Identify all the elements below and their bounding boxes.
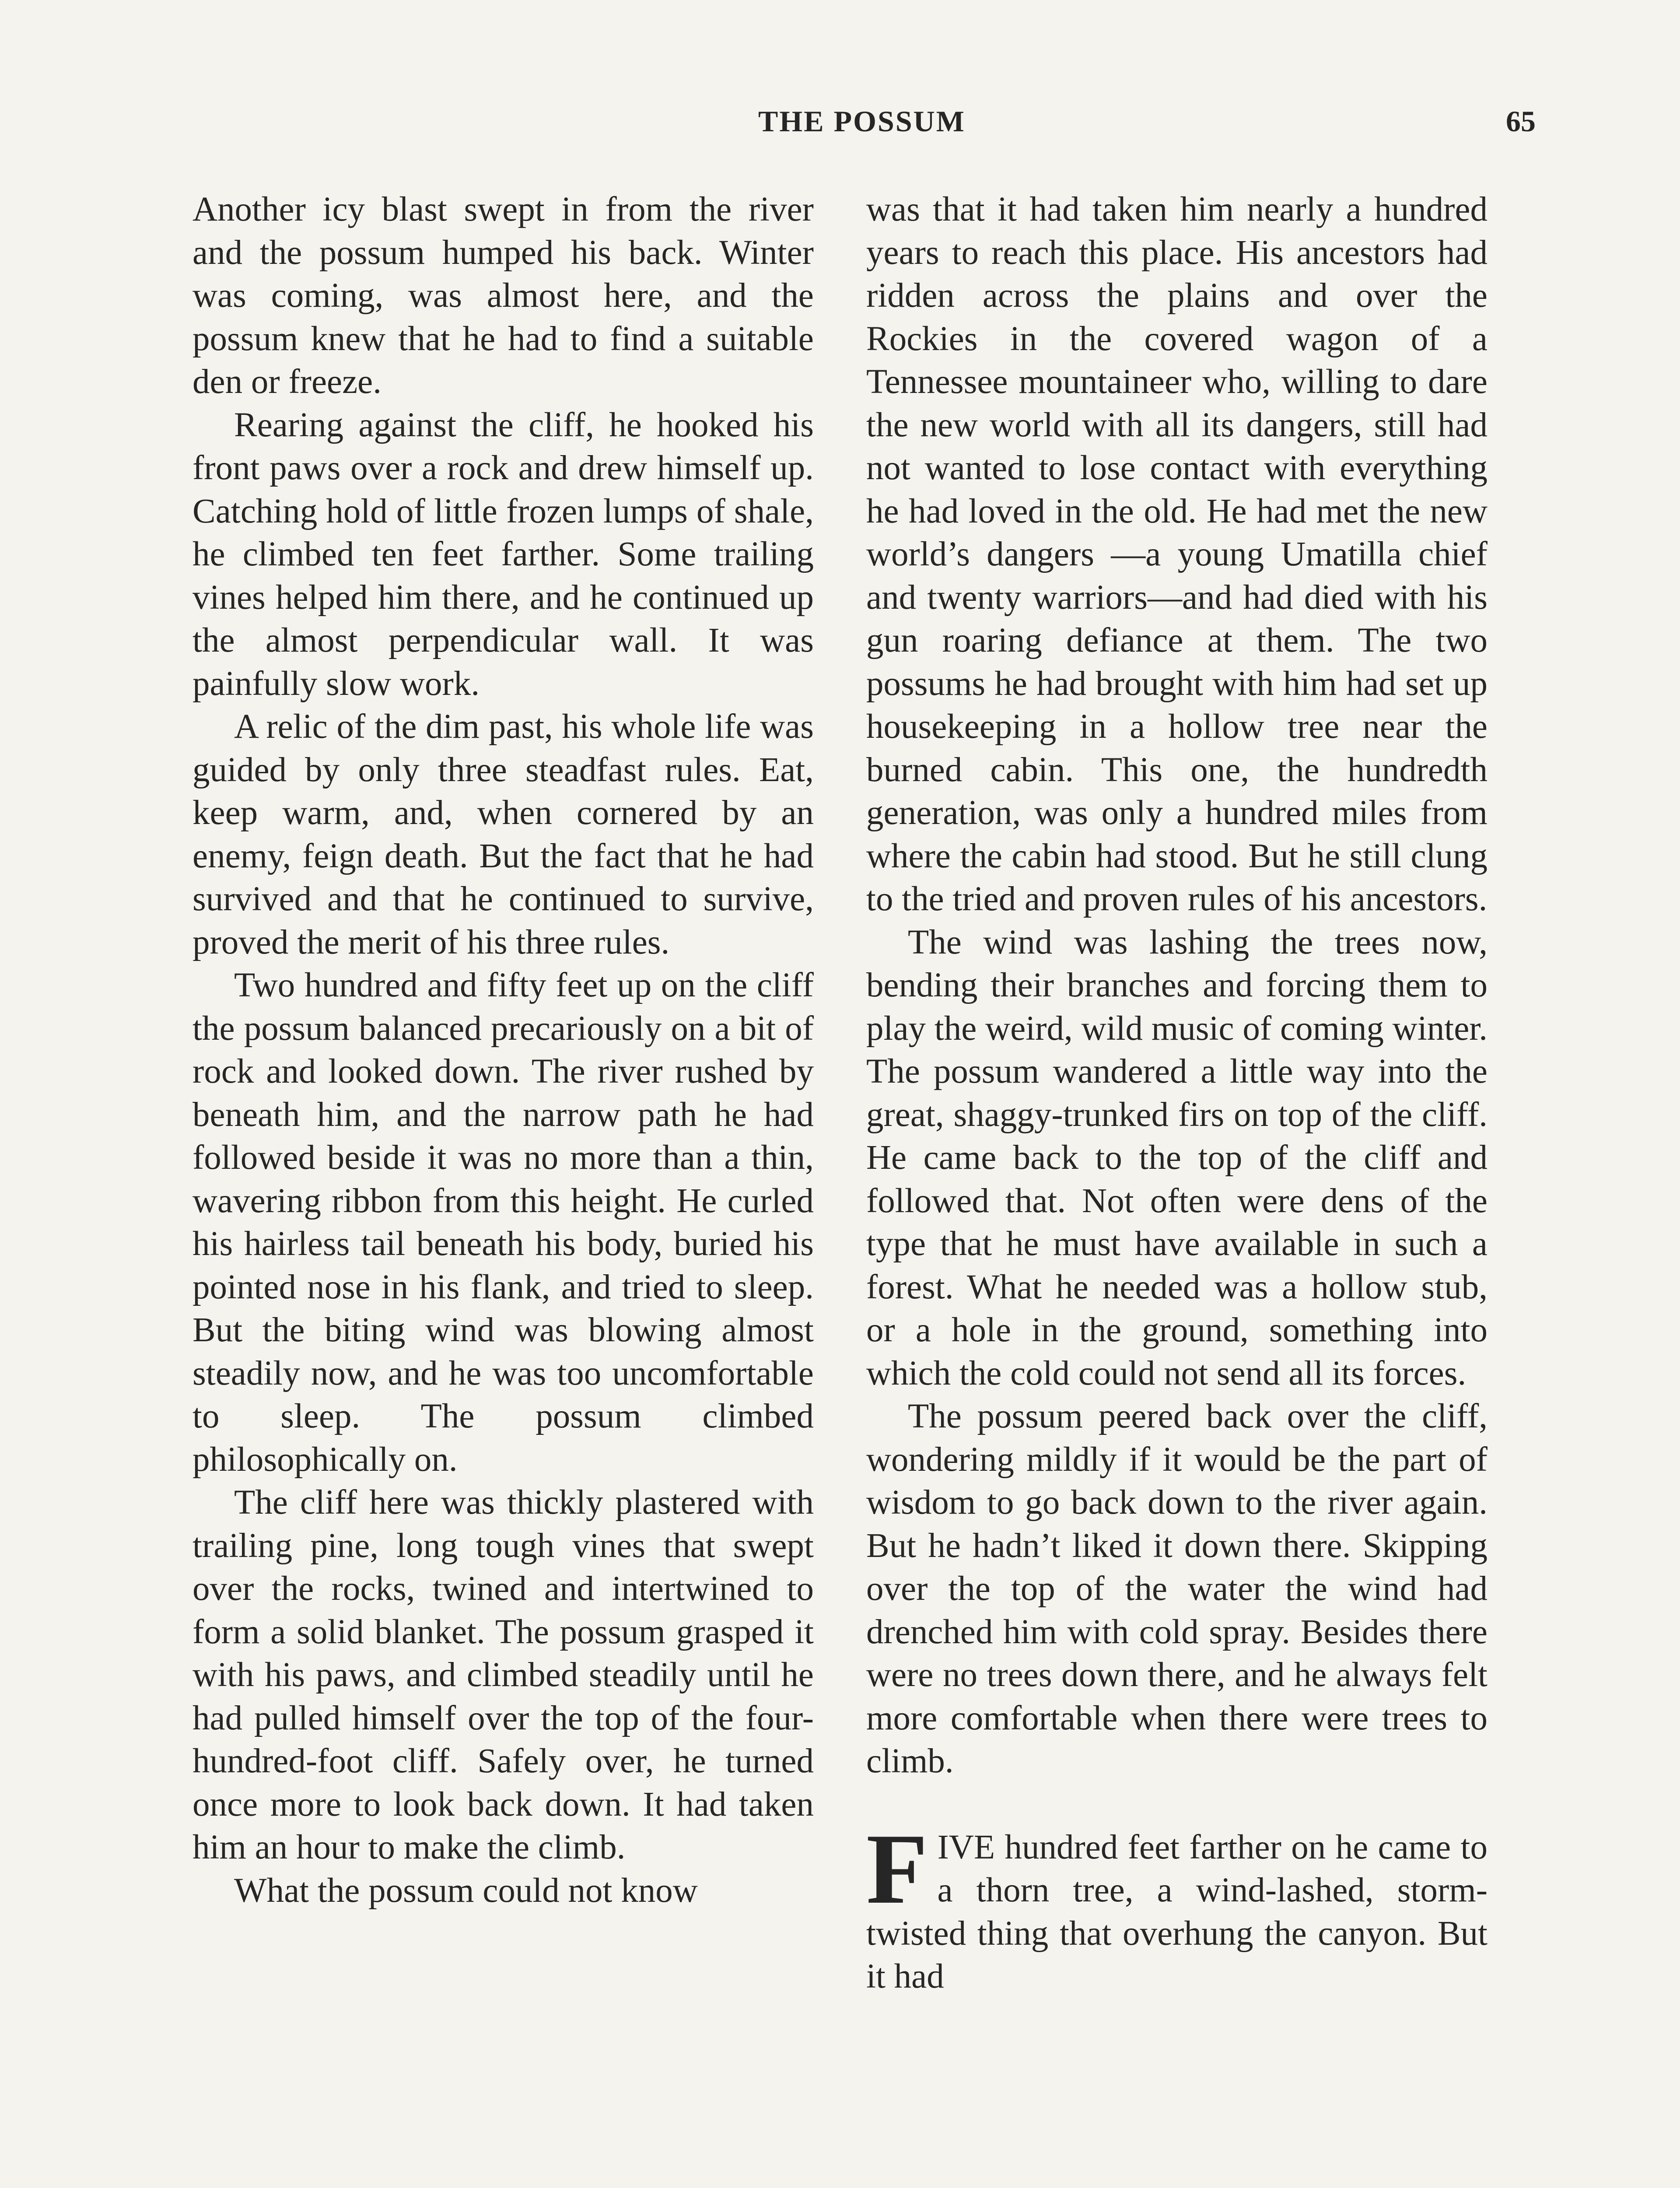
running-title: THE POSSUM	[758, 105, 966, 138]
paragraph: The wind was lashing the trees now, bending their branches and forcing them to play the weird, wild music of coming winter. The possum wandered a little way into the great, shaggy-trunked firs on top of the cliff. He came back to the top of the cliff and followed that. Not often were dens of the type that he must have available in such a forest. What he needed was a hollow stub, or a hole in the ground, something into which the cold could not send all its forces.	[866, 923, 1488, 1392]
paragraph: A relic of the dim past, his whole life was guided by only three steadfast rules. Eat, keep warm, and, when cornered by an enemy, feign death. But the fact that he had survived and that he continued to survive, proved the merit of his three rules.	[192, 708, 814, 961]
paragraph: was that it had taken him nearly a hundred years to reach this place. His ancestors had ridden across the plains and over the Rockies in the covered wagon of a Tennessee mountaineer who, willing to dare the new world with all its dangers, still had not wanted to lose contact with everything he had loved in the old. He had met the new world’s dangers —a young Umatilla chief and twenty warriors—and had died with his gun roaring defiance at them. The two possums he had brought with him had set up housekeeping in a hollow tree near the burned cabin. This one, the hundredth generation, was only a hundred miles from where the cabin had stood. But he still clung to the tried and proven rules of his ancestors.	[866, 190, 1488, 918]
page-number: 65	[1506, 105, 1536, 138]
paragraph: Rearing against the cliff, he hooked his front paws over a rock and drew himself up. Catching hold of little frozen lumps of shale, he climbed ten feet farther. Some trailing vines helped him there, and he continued up the almost perpendicular wall. It was painfully slow work.	[192, 406, 814, 703]
paragraph: The cliff here was thickly plastered with trailing pine, long tough vines that swept over the rocks, twined and intertwined to form a solid blanket. The possum grasped it with his paws, and climbed steadily until he had pulled himself over the top of the four-hundred-foot cliff. Safely over, he turned once more to look back down. It had taken him an hour to make the climb.	[192, 1483, 814, 1866]
paragraph: Two hundred and fifty feet up on the cliff the possum balanced precariously on a bit of rock and looked down. The river rushed by beneath him, and the narrow path he had followed beside it was no more than a thin, wavering ribbon from this height. He curled his hairless tail beneath his body, buried his pointed nose in his flank, and tried to sleep. But the biting wind was blowing almost steadily now, and he was too uncomfortable to sleep. The possum climbed philosophically on.	[192, 966, 814, 1479]
paragraph: What the possum could not know	[234, 1871, 698, 1910]
drop-cap: F	[866, 1813, 928, 1925]
paragraph: The possum peered back over the cliff, wondering mildly if it would be the part of wisdom to go back down to the river again. But he hadn’t liked it down there. Skipping over the top of the water the wind had drenched him with cold spray. Besides there were no trees down there, and he always felt more comfortable when there were trees to climb.	[866, 1397, 1488, 1780]
section-start-paragraph	[866, 1813, 1488, 1999]
section-lead-in: IVE	[937, 1828, 995, 1866]
left-column	[192, 188, 814, 1912]
section-text: hundred feet farther on he came to a thorn tree, a wind-lashed, storm-twisted thing that overhung the canyon. But it had	[866, 1828, 1488, 1995]
paragraph: Another icy blast swept in from the river and the possum humped his back. Winter was coming, was almost here, and the possum knew that he had to find a suitable den or freeze.	[192, 190, 814, 401]
right-column	[866, 188, 1488, 1999]
page-header	[188, 104, 1536, 152]
